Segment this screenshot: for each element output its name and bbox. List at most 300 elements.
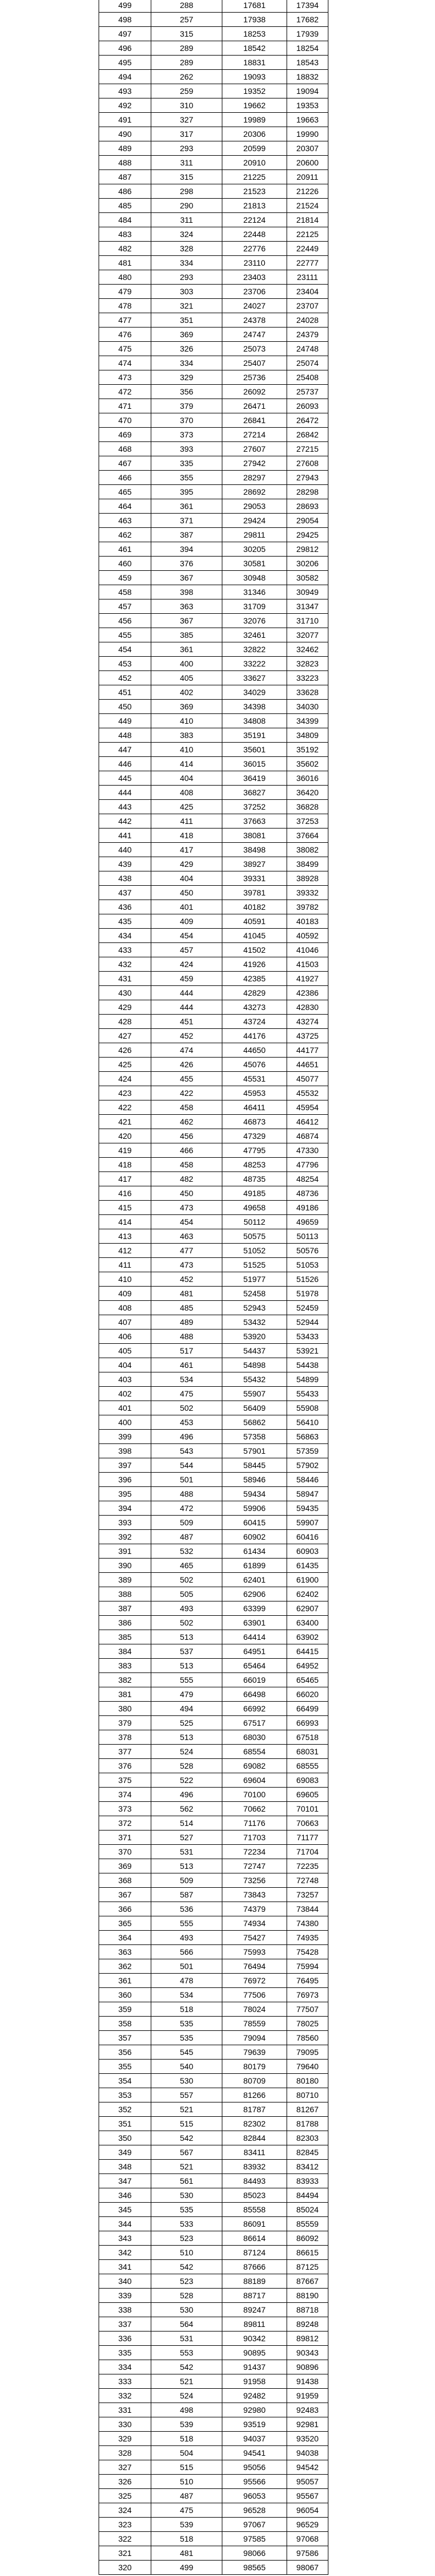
table-cell: 405 (151, 671, 222, 685)
table-cell: 51525 (222, 1258, 287, 1272)
table-row (99, 2417, 328, 2432)
table-row (99, 1759, 328, 1773)
table-cell: 46411 (222, 1100, 287, 1115)
table-row (99, 1000, 328, 1015)
table-cell: 442 (99, 814, 151, 829)
table-row (99, 199, 328, 213)
table-cell: 322 (99, 2532, 151, 2546)
table-cell: 73843 (222, 1888, 287, 1902)
table-cell: 95057 (287, 2475, 328, 2489)
table-cell: 466 (99, 471, 151, 485)
table-cell: 50112 (222, 1215, 287, 1229)
table-cell: 478 (99, 299, 151, 313)
table-cell: 562 (151, 1802, 222, 1816)
table-cell: 70662 (222, 1802, 287, 1816)
table-cell: 370 (151, 413, 222, 428)
table-cell: 521 (151, 2102, 222, 2117)
table-cell: 67518 (287, 1730, 328, 1745)
table-cell: 384 (99, 1644, 151, 1659)
table-cell: 34808 (222, 714, 287, 728)
table-cell: 553 (151, 2346, 222, 2360)
table-cell: 21814 (287, 213, 328, 227)
table-cell: 417 (99, 1172, 151, 1186)
table-row (99, 13, 328, 27)
table-row (99, 614, 328, 628)
table-cell: 425 (99, 1058, 151, 1072)
table-cell: 55432 (222, 1372, 287, 1387)
table-cell: 29811 (222, 528, 287, 542)
table-cell: 509 (151, 1873, 222, 1888)
table-cell: 498 (151, 2403, 222, 2417)
table-cell: 22448 (222, 227, 287, 242)
table-cell: 419 (99, 1143, 151, 1158)
table-cell: 59434 (222, 1487, 287, 1501)
table-cell: 26472 (287, 413, 328, 428)
table-cell: 462 (151, 1115, 222, 1129)
table-cell: 70101 (287, 1802, 328, 1816)
table-cell: 530 (151, 2074, 222, 2088)
table-cell: 36827 (222, 786, 287, 800)
table-row (99, 1673, 328, 1687)
table-cell: 400 (99, 1415, 151, 1430)
table-cell: 72235 (287, 1859, 328, 1873)
table-row (99, 2231, 328, 2246)
table-cell: 84493 (222, 2174, 287, 2188)
table-cell: 56410 (287, 1415, 328, 1430)
table-cell: 398 (151, 585, 222, 599)
table-cell: 66499 (287, 1702, 328, 1716)
table-row (99, 1931, 328, 1945)
table-cell: 413 (99, 1229, 151, 1244)
table-cell: 491 (99, 113, 151, 127)
table-cell: 461 (151, 1358, 222, 1372)
table-cell: 96528 (222, 2503, 287, 2518)
table-cell: 60903 (287, 1544, 328, 1559)
table-cell: 518 (151, 2532, 222, 2546)
table-cell: 401 (151, 900, 222, 914)
table-cell: 78560 (287, 2031, 328, 2045)
table-cell: 323 (99, 2518, 151, 2532)
table-cell: 86092 (287, 2231, 328, 2246)
table-cell: 343 (99, 2231, 151, 2246)
table-row (99, 1644, 328, 1659)
table-row (99, 542, 328, 557)
table-cell: 425 (151, 800, 222, 814)
table-cell: 97067 (222, 2518, 287, 2532)
table-cell: 44651 (287, 1058, 328, 1072)
table-cell: 290 (151, 199, 222, 213)
table-cell: 408 (99, 1301, 151, 1315)
table-cell: 345 (99, 2203, 151, 2217)
table-cell: 96053 (222, 2489, 287, 2503)
table-cell: 35191 (222, 728, 287, 743)
table-cell: 518 (151, 2002, 222, 2017)
table-cell: 480 (99, 270, 151, 285)
table-cell: 62402 (287, 1587, 328, 1601)
score-table-body (99, 0, 328, 2575)
table-cell: 75994 (287, 1959, 328, 1974)
table-cell: 534 (151, 1372, 222, 1387)
table-cell: 494 (151, 1702, 222, 1716)
table-cell: 91959 (287, 2389, 328, 2403)
table-cell: 505 (151, 1587, 222, 1601)
table-cell: 474 (99, 356, 151, 370)
table-cell: 54438 (287, 1358, 328, 1372)
table-cell: 72748 (287, 1873, 328, 1888)
table-cell: 59906 (222, 1501, 287, 1516)
table-cell: 421 (99, 1115, 151, 1129)
table-cell: 402 (151, 685, 222, 700)
table-cell: 465 (151, 1559, 222, 1573)
table-cell: 454 (151, 929, 222, 943)
table-cell: 441 (99, 829, 151, 843)
table-cell: 332 (99, 2389, 151, 2403)
table-cell: 378 (99, 1730, 151, 1745)
table-cell: 18832 (287, 70, 328, 84)
table-cell: 502 (151, 1616, 222, 1630)
table-cell: 369 (151, 328, 222, 342)
table-row (99, 1730, 328, 1745)
table-row (99, 1387, 328, 1401)
table-cell: 357 (99, 2031, 151, 2045)
table-cell: 373 (99, 1802, 151, 1816)
table-cell: 385 (99, 1630, 151, 1644)
table-cell: 443 (99, 800, 151, 814)
table-cell: 310 (151, 98, 222, 113)
table-cell: 365 (99, 1916, 151, 1931)
table-cell: 98565 (222, 2561, 287, 2575)
table-cell: 535 (151, 2031, 222, 2045)
table-row (99, 2374, 328, 2389)
table-cell: 509 (151, 1516, 222, 1530)
table-cell: 31346 (222, 585, 287, 599)
table-cell: 320 (99, 2561, 151, 2575)
table-cell: 27943 (287, 471, 328, 485)
table-row (99, 2403, 328, 2417)
table-row (99, 1959, 328, 1974)
table-cell: 40182 (222, 900, 287, 914)
table-cell: 79094 (222, 2031, 287, 2045)
table-cell: 32077 (287, 628, 328, 642)
table-row (99, 1100, 328, 1115)
table-cell: 36420 (287, 786, 328, 800)
table-cell: 555 (151, 1916, 222, 1931)
table-cell: 61899 (222, 1559, 287, 1573)
table-cell: 521 (151, 2374, 222, 2389)
table-cell: 485 (99, 199, 151, 213)
table-cell: 344 (99, 2217, 151, 2231)
table-cell: 18254 (287, 41, 328, 56)
table-cell: 530 (151, 2303, 222, 2317)
table-cell: 96529 (287, 2518, 328, 2532)
table-cell: 469 (99, 428, 151, 442)
table-cell: 90342 (222, 2332, 287, 2346)
table-cell: 32823 (287, 657, 328, 671)
table-cell: 91958 (222, 2374, 287, 2389)
table-cell: 410 (151, 714, 222, 728)
table-row (99, 2160, 328, 2174)
table-row (99, 2174, 328, 2188)
table-row (99, 1201, 328, 1215)
table-cell: 66992 (222, 1702, 287, 1716)
table-cell: 68555 (287, 1759, 328, 1773)
table-cell: 38082 (287, 843, 328, 857)
table-cell: 31709 (222, 599, 287, 614)
table-cell: 33627 (222, 671, 287, 685)
table-row (99, 1988, 328, 2002)
table-cell: 33628 (287, 685, 328, 700)
table-row (99, 886, 328, 900)
table-cell: 399 (99, 1430, 151, 1444)
table-cell: 429 (99, 1000, 151, 1015)
table-row (99, 1788, 328, 1802)
table-cell: 492 (99, 98, 151, 113)
table-cell: 459 (99, 571, 151, 585)
table-cell: 377 (99, 1745, 151, 1759)
table-cell: 409 (151, 914, 222, 929)
table-cell: 394 (151, 542, 222, 557)
table-cell: 22776 (222, 242, 287, 256)
table-row (99, 1773, 328, 1788)
table-cell: 27214 (222, 428, 287, 442)
table-cell: 72747 (222, 1859, 287, 1873)
table-cell: 88718 (287, 2303, 328, 2317)
table-cell: 473 (151, 1201, 222, 1215)
table-cell: 427 (99, 1029, 151, 1043)
table-cell: 375 (99, 1773, 151, 1788)
table-cell: 463 (151, 1229, 222, 1244)
table-cell: 30949 (287, 585, 328, 599)
table-row (99, 2002, 328, 2017)
table-row (99, 70, 328, 84)
table-cell: 445 (99, 771, 151, 786)
table-cell: 369 (99, 1859, 151, 1873)
table-cell: 367 (99, 1888, 151, 1902)
table-cell: 349 (99, 2145, 151, 2160)
table-row (99, 2131, 328, 2145)
table-cell: 405 (99, 1344, 151, 1358)
table-cell: 70100 (222, 1788, 287, 1802)
table-cell: 22449 (287, 242, 328, 256)
table-cell: 490 (99, 127, 151, 141)
table-cell: 87667 (287, 2274, 328, 2289)
table-cell: 32822 (222, 642, 287, 657)
table-cell: 39781 (222, 886, 287, 900)
table-cell: 453 (151, 1415, 222, 1430)
table-cell: 44650 (222, 1043, 287, 1058)
table-cell: 414 (99, 1215, 151, 1229)
table-cell: 477 (151, 1244, 222, 1258)
table-row (99, 1902, 328, 1916)
table-row (99, 1516, 328, 1530)
table-cell: 26092 (222, 385, 287, 399)
table-row (99, 1687, 328, 1702)
table-cell: 455 (99, 628, 151, 642)
table-cell: 510 (151, 2475, 222, 2489)
table-cell: 26841 (222, 413, 287, 428)
table-cell: 393 (151, 442, 222, 456)
table-cell: 535 (151, 2203, 222, 2217)
table-cell: 351 (99, 2117, 151, 2131)
table-cell: 92980 (222, 2403, 287, 2417)
table-cell: 414 (151, 757, 222, 771)
table-row (99, 2088, 328, 2102)
table-cell: 55907 (222, 1387, 287, 1401)
table-cell: 383 (99, 1659, 151, 1673)
table-cell: 23403 (222, 270, 287, 285)
table-row (99, 356, 328, 370)
table-cell: 55908 (287, 1401, 328, 1415)
table-row (99, 986, 328, 1000)
table-row (99, 1587, 328, 1601)
table-cell: 459 (151, 972, 222, 986)
table-cell: 360 (99, 1988, 151, 2002)
table-cell: 380 (99, 1702, 151, 1716)
table-cell: 396 (99, 1473, 151, 1487)
table-cell: 481 (151, 2546, 222, 2561)
table-cell: 329 (99, 2432, 151, 2446)
table-cell: 42385 (222, 972, 287, 986)
table-cell: 78024 (222, 2002, 287, 2017)
table-cell: 23404 (287, 285, 328, 299)
table-cell: 51053 (287, 1258, 328, 1272)
table-cell: 75993 (222, 1945, 287, 1959)
table-cell: 62907 (287, 1601, 328, 1616)
table-row (99, 2117, 328, 2131)
table-cell: 54437 (222, 1344, 287, 1358)
table-cell: 65464 (222, 1659, 287, 1673)
table-cell: 502 (151, 1573, 222, 1587)
table-cell: 96054 (287, 2503, 328, 2518)
table-row (99, 771, 328, 786)
table-row (99, 628, 328, 642)
table-cell: 58446 (287, 1473, 328, 1487)
table-cell: 58445 (222, 1458, 287, 1473)
table-cell: 401 (99, 1401, 151, 1415)
table-cell: 409 (99, 1287, 151, 1301)
table-cell: 555 (151, 1673, 222, 1687)
table-cell: 528 (151, 2289, 222, 2303)
table-cell: 379 (151, 399, 222, 413)
table-cell: 85559 (287, 2217, 328, 2231)
table-cell: 430 (99, 986, 151, 1000)
table-cell: 17682 (287, 13, 328, 27)
table-cell: 428 (99, 1015, 151, 1029)
table-cell: 451 (99, 685, 151, 700)
table-row (99, 728, 328, 743)
table-cell: 34398 (222, 700, 287, 714)
table-cell: 38499 (287, 857, 328, 871)
table-cell: 19353 (287, 98, 328, 113)
table-cell: 501 (151, 1473, 222, 1487)
table-cell: 32461 (222, 628, 287, 642)
table-row (99, 2460, 328, 2475)
table-cell: 80709 (222, 2074, 287, 2088)
table-cell: 52943 (222, 1301, 287, 1315)
table-cell: 510 (151, 2246, 222, 2260)
table-cell: 24747 (222, 328, 287, 342)
table-cell: 66993 (287, 1716, 328, 1730)
table-row (99, 871, 328, 886)
table-row (99, 642, 328, 657)
table-cell: 20910 (222, 156, 287, 170)
table-cell: 452 (151, 1029, 222, 1043)
table-cell: 58947 (287, 1487, 328, 1501)
table-cell: 37663 (222, 814, 287, 829)
table-cell: 437 (99, 886, 151, 900)
table-cell: 337 (99, 2317, 151, 2332)
table-cell: 60415 (222, 1516, 287, 1530)
table-cell: 535 (151, 2017, 222, 2031)
table-row (99, 857, 328, 871)
table-cell: 46874 (287, 1129, 328, 1143)
table-cell: 73257 (287, 1888, 328, 1902)
table-cell: 79639 (222, 2045, 287, 2060)
table-cell: 434 (99, 929, 151, 943)
table-cell: 311 (151, 156, 222, 170)
table-cell: 54899 (287, 1372, 328, 1387)
table-cell: 464 (99, 499, 151, 514)
table-cell: 39782 (287, 900, 328, 914)
table-cell: 501 (151, 1959, 222, 1974)
table-row (99, 1530, 328, 1544)
table-row (99, 2360, 328, 2374)
table-cell: 74380 (287, 1916, 328, 1931)
table-cell: 347 (99, 2174, 151, 2188)
table-cell: 25736 (222, 370, 287, 385)
table-cell: 68030 (222, 1730, 287, 1745)
table-cell: 55433 (287, 1387, 328, 1401)
table-cell: 34029 (222, 685, 287, 700)
table-row (99, 1659, 328, 1673)
table-cell: 17681 (222, 0, 287, 13)
table-cell: 458 (151, 1158, 222, 1172)
table-cell: 63901 (222, 1616, 287, 1630)
table-cell: 82845 (287, 2145, 328, 2160)
table-cell: 496 (151, 1788, 222, 1802)
table-row (99, 1945, 328, 1959)
table-cell: 382 (99, 1673, 151, 1687)
table-cell: 88190 (287, 2289, 328, 2303)
table-cell: 513 (151, 1859, 222, 1873)
table-cell: 30581 (222, 557, 287, 571)
table-cell: 411 (151, 814, 222, 829)
table-cell: 311 (151, 213, 222, 227)
table-cell: 34399 (287, 714, 328, 728)
table-cell: 517 (151, 1344, 222, 1358)
table-cell: 523 (151, 2274, 222, 2289)
table-cell: 37253 (287, 814, 328, 829)
table-cell: 376 (151, 557, 222, 571)
table-cell: 48254 (287, 1172, 328, 1186)
table-cell: 298 (151, 184, 222, 199)
table-cell: 39331 (222, 871, 287, 886)
table-row (99, 1215, 328, 1229)
table-cell: 338 (99, 2303, 151, 2317)
table-cell: 369 (151, 700, 222, 714)
table-cell: 479 (151, 1687, 222, 1702)
table-row (99, 1058, 328, 1072)
table-row (99, 1831, 328, 1845)
table-cell: 89248 (287, 2317, 328, 2332)
table-cell: 25074 (287, 356, 328, 370)
table-cell: 370 (99, 1845, 151, 1859)
table-cell: 462 (99, 528, 151, 542)
table-cell: 418 (99, 1158, 151, 1172)
table-row (99, 471, 328, 485)
table-cell: 410 (99, 1272, 151, 1287)
table-cell: 97586 (287, 2546, 328, 2561)
